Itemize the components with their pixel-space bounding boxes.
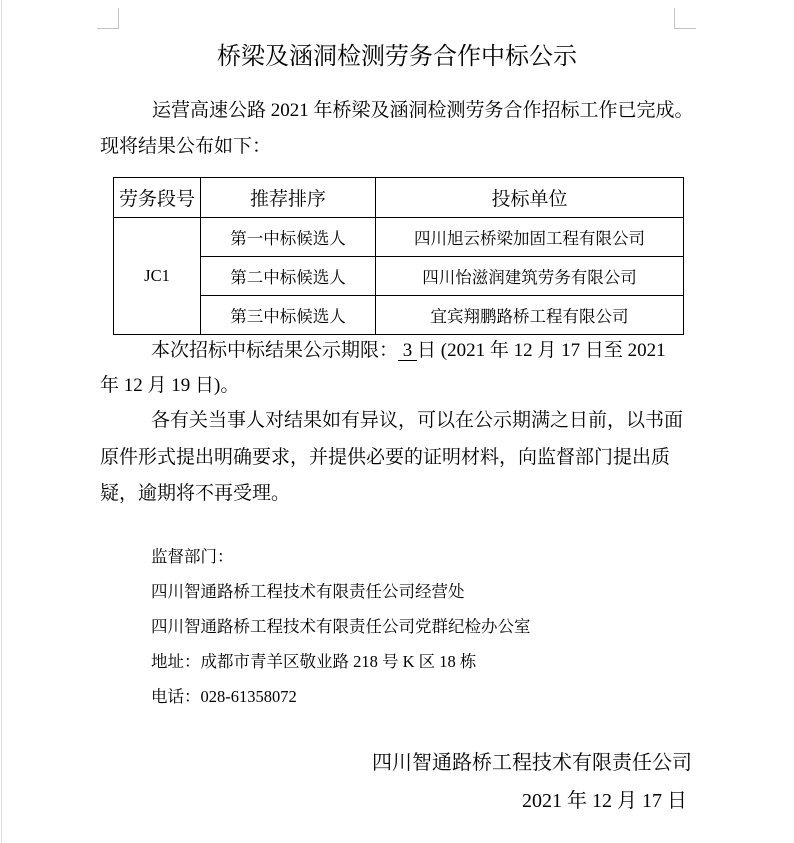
objection-line-2: 原件形式提出明确要求，并提供必要的证明材料，向监督部门提出质: [100, 447, 671, 468]
column-header-bidder: 投标单位: [376, 178, 684, 218]
publicity-period-prefix: 本次招标中标结果公示期限：: [151, 340, 399, 361]
page-left-edge-line: [1, 0, 2, 843]
signature-date: 2021 年 12 月 17 日: [522, 790, 687, 812]
rank-cell: 第一中标候选人: [201, 218, 376, 257]
supervision-heading: 监督部门：: [151, 547, 234, 566]
crop-mark-top-right-vertical: [674, 8, 675, 29]
intro-line-2: 现将结果公布如下：: [100, 136, 272, 157]
supervision-dept-1: 四川智通路桥工程技术有限责任公司经营处: [151, 582, 465, 601]
bidder-cell: 四川怡滋润建筑劳务有限公司: [376, 257, 684, 296]
crop-mark-top-left-horizontal: [97, 28, 119, 29]
publicity-period-days: 3: [398, 340, 418, 361]
supervision-dept-2: 四川智通路桥工程技术有限责任公司党群纪检办公室: [151, 617, 531, 636]
signature-company: 四川智通路桥工程技术有限责任公司: [372, 752, 692, 774]
supervision-phone: 电话：028-61358072: [151, 687, 297, 706]
table-header-row: [114, 178, 684, 218]
bidder-cell: 宜宾翔鹏路桥工程有限公司: [376, 296, 684, 335]
objection-line-3: 疑，逾期将不再受理。: [100, 483, 291, 504]
section-number-cell: JC1: [114, 218, 201, 335]
publicity-period-suffix: 日 (2021 年 12 月 17 日至 2021: [417, 340, 666, 361]
rank-cell: 第二中标候选人: [201, 257, 376, 296]
objection-line-1: 各有关当事人对结果如有异议，可以在公示期满之日前，以书面: [151, 410, 684, 431]
column-header-section: 劳务段号: [114, 178, 201, 218]
document-title: 桥梁及涵洞检测劳务合作中标公示: [217, 44, 577, 70]
crop-mark-top-left-vertical: [118, 8, 119, 29]
intro-line-1: 运营高速公路 2021 年桥梁及涵洞检测劳务合作招标工作已完成。: [152, 100, 694, 121]
bidder-cell: 四川旭云桥梁加固工程有限公司: [376, 218, 684, 257]
publicity-period-line-1: [151, 340, 666, 363]
supervision-address: 地址：成都市青羊区敬业路 218 号 K 区 18 栋: [151, 652, 477, 671]
rank-cell: 第三中标候选人: [201, 296, 376, 335]
bid-results-table: [113, 177, 684, 335]
table-row: [114, 218, 684, 257]
crop-mark-top-right-horizontal: [674, 28, 696, 29]
publicity-period-line-2: 年 12 月 19 日)。: [100, 375, 240, 396]
column-header-rank: 推荐排序: [201, 178, 376, 218]
